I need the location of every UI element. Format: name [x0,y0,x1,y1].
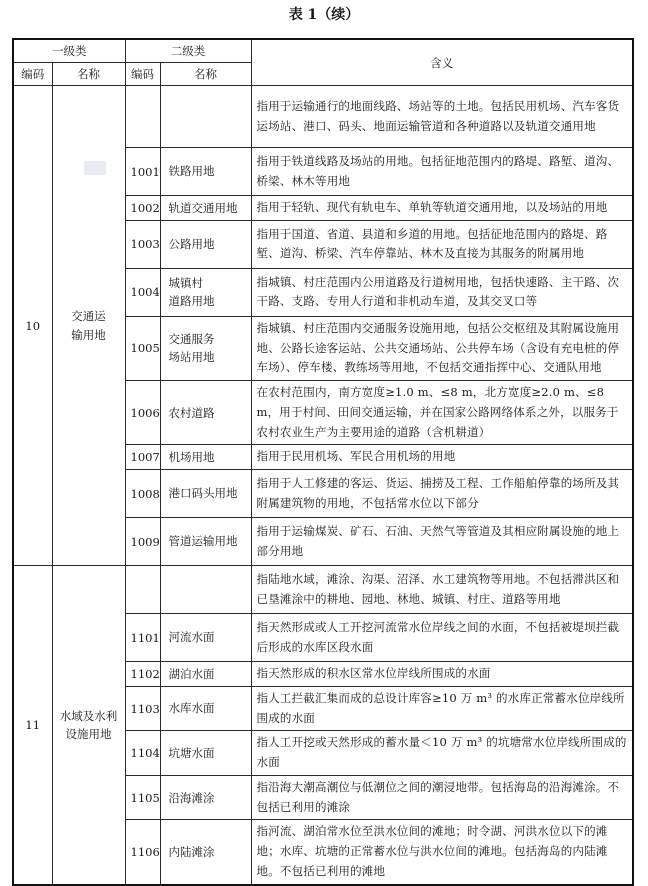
level2-code-cell: 1006 [125,381,160,445]
level2-code-cell: 1105 [125,775,160,820]
level2-name-cell: 坑塘水面 [160,731,251,776]
level2-name-cell: 水库水面 [160,686,251,731]
level2-name-cell: 机场用地 [160,445,251,470]
meaning-cell: 指用于铁道线路及场站的用地。包括征地范围内的路堤、路堑、道沟、桥梁、林木等用地 [251,148,633,196]
table-row [13,86,633,148]
level2-code-cell: 1101 [125,614,160,662]
header-level2-code: 编码 [125,63,160,86]
level2-name-cell: 轨道交通用地 [160,196,251,221]
meaning-cell: 指用于国道、省道、县道和乡道的用地。包括征地范围内的路堤、路堑、道沟、桥梁、汽车停靠站、林木及直接为其服务的附属用地 [251,220,633,268]
meaning-cell: 在农村范围内，南方宽度≥1.0 m、≤8 m，北方宽度≥2.0 m、≤8 m，用于村间、田间交通运输，并在国家公路网络体系之外，以服务于农村农业生产为主要用途的道路（含机耕道） [251,381,633,445]
level2-name-cell: 公路用地 [160,220,251,268]
meaning-cell: 指人工开挖或天然形成的蓄水量＜10 万 m³ 的坑塘常水位岸线所围成的水面 [251,731,633,776]
level2-code-cell: 1003 [125,220,160,268]
level2-name-cell: 沿海滩涂 [160,775,251,820]
meaning-cell: 指河流、湖泊常水位至洪水位间的滩地；时令湖、河洪水位以下的滩地；水库、坑塘的正常蓄水位与洪水位间的滩地。包括海岛的内陆滩地。不包括已利用的滩地 [251,820,633,885]
level1-code-cell: 11 [13,566,52,885]
level2-code-cell: 1007 [125,445,160,470]
header-level1: 一级类 [13,39,125,63]
level2-code-cell: 1104 [125,731,160,776]
level1-name-cell: 水域及水利 设施用地 [52,566,125,885]
meaning-cell: 指用于运输通行的地面线路、场站等的土地。包括民用机场、汽车客货运场站、港口、码头、地面运输管道和各种道路以及轨道交通用地 [251,86,633,148]
header-level1-code: 编码 [13,63,52,86]
header-meaning: 含义 [251,39,633,86]
level2-code-cell: 1102 [125,662,160,687]
level2-name-cell [160,86,251,148]
level2-code-cell: 1004 [125,268,160,316]
level1-name-cell: 交通运 输用地 [52,86,125,566]
header-level2-name: 名称 [160,63,251,86]
level2-code-cell: 1001 [125,148,160,196]
level2-name-cell: 城镇村 道路用地 [160,268,251,316]
meaning-cell: 指用于民用机场、军民合用机场的用地 [251,445,633,470]
level2-name-cell: 湖泊水面 [160,662,251,687]
meaning-cell: 指用于运输煤炭、矿石、石油、天然气等管道及其相应附属设施的地上部分用地 [251,518,633,566]
level2-name-cell: 管道运输用地 [160,518,251,566]
meaning-cell: 指天然形成的积水区常水位岸线所围成的水面 [251,662,633,687]
meaning-cell: 指人工拦截汇集而成的总设计库容≥10 万 m³ 的水库正常蓄水位岸线所围成的水面 [251,686,633,731]
level2-name-cell: 农村道路 [160,381,251,445]
meaning-cell: 指城镇、村庄范围内公用道路及行道树用地，包括快速路、主干路、次干路、支路、专用人行道和非机动车道，及其交叉口等 [251,268,633,316]
meaning-cell: 指天然形成或人工开挖河流常水位岸线之间的水面，不包括被堤坝拦截后形成的水库区段水面 [251,614,633,662]
table-title: 表 1（续） [288,7,360,23]
land-use-table [12,38,634,886]
level2-name-cell [160,566,251,614]
table-row [13,566,633,614]
meaning-cell: 指用于轻轨、现代有轨电车、单轨等轨道交通用地，以及场站的用地 [251,196,633,221]
level2-code-cell: 1106 [125,820,160,885]
level2-code-cell [125,86,160,148]
level2-code-cell: 1005 [125,316,160,380]
level2-code-cell: 1009 [125,518,160,566]
level1-code-cell: 10 [13,86,52,566]
level2-name-cell: 河流水面 [160,614,251,662]
level2-name-cell: 铁路用地 [160,148,251,196]
level2-code-cell: 1103 [125,686,160,731]
header-level1-name: 名称 [52,63,125,86]
level2-code-cell [125,566,160,614]
level2-name-cell: 交通服务 场站用地 [160,316,251,380]
header-level2: 二级类 [125,39,251,63]
level2-code-cell: 1008 [125,470,160,518]
meaning-cell: 指陆地水域，滩涂、沟渠、沼泽、水工建筑物等用地。不包括滞洪区和已垦滩涂中的耕地、园地、林地、城镇、村庄、道路等用地 [251,566,633,614]
level2-name-cell: 内陆滩涂 [160,820,251,885]
level2-code-cell: 1002 [125,196,160,221]
meaning-cell: 指用于人工修建的客运、货运、捕捞及工程、工作船舶停靠的场所及其附属建筑物的用地，不包括常水位以下部分 [251,470,633,518]
level2-name-cell: 港口码头用地 [160,470,251,518]
meaning-cell: 指城镇、村庄范围内交通服务设施用地，包括公交枢纽及其附属设施用地、公路长途客运站、公共交通场站、公共停车场（含设有充电桩的停车场）、停车楼、教练场等用地，不包括交通指挥中心、交通队用地 [251,316,633,380]
meaning-cell: 指沿海大潮高潮位与低潮位之间的潮浸地带。包括海岛的沿海滩涂。不包括已利用的滩涂 [251,775,633,820]
